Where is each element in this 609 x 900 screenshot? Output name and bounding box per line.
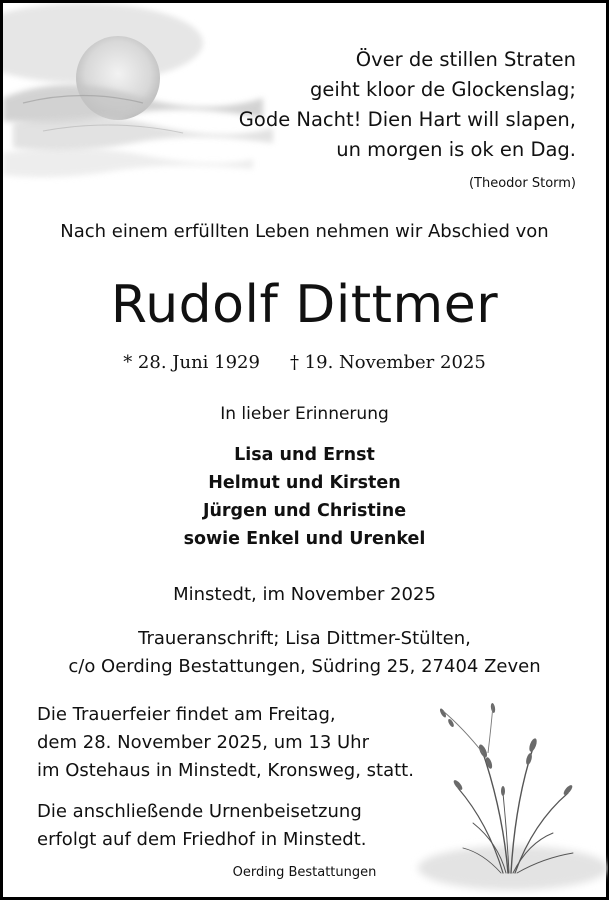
memory-text: In lieber Erinnerung	[220, 404, 389, 424]
poem-line: Gode Nacht! Dien Hart will slapen,	[238, 108, 576, 131]
life-dates	[3, 350, 606, 376]
birth-date: * 28. Juni 1929	[123, 352, 260, 373]
poem-author: (Theodor Storm)	[468, 176, 576, 191]
burial-info	[37, 798, 367, 854]
ceremony-info	[37, 701, 414, 785]
address-line: c/o Oerding Bestattungen, Südring 25, 27404 Zeven	[68, 656, 541, 677]
poem-line: Över de stillen Straten	[355, 48, 576, 71]
mourner-entry: Lisa und Ernst	[234, 445, 375, 465]
intro-text: Nach einem erfüllten Leben nehmen wir Abschied von	[60, 221, 549, 242]
burial-line: Die anschließende Urnenbeisetzung	[37, 801, 362, 822]
poem-line: un morgen is ok en Dag.	[336, 138, 576, 161]
death-date: † 19. November 2025	[289, 352, 486, 373]
poem	[239, 45, 576, 165]
mourner-entry: Helmut und Kirsten	[208, 473, 401, 493]
deceased-name: Rudolf Dittmer	[110, 275, 499, 335]
ceremony-line: im Ostehaus in Minstedt, Kronsweg, statt.	[37, 760, 414, 781]
poem-line: geiht kloor de Glockenslag;	[310, 78, 576, 101]
mourning-address	[3, 625, 606, 681]
funeral-home-footer: Oerding Bestattungen	[232, 865, 377, 880]
address-line: Traueranschrift; Lisa Dittmer-Stülten,	[138, 628, 471, 649]
mourner-entry: Jürgen und Christine	[202, 501, 407, 521]
ceremony-line: Die Trauerfeier findet am Freitag,	[37, 704, 336, 725]
burial-line: erfolgt auf dem Friedhof in Minstedt.	[37, 829, 367, 850]
mourner-entry: sowie Enkel und Urenkel	[183, 529, 426, 549]
ceremony-line: dem 28. November 2025, um 13 Uhr	[37, 732, 369, 753]
place-date: Minstedt, im November 2025	[173, 584, 436, 605]
mourners-list	[3, 441, 606, 553]
